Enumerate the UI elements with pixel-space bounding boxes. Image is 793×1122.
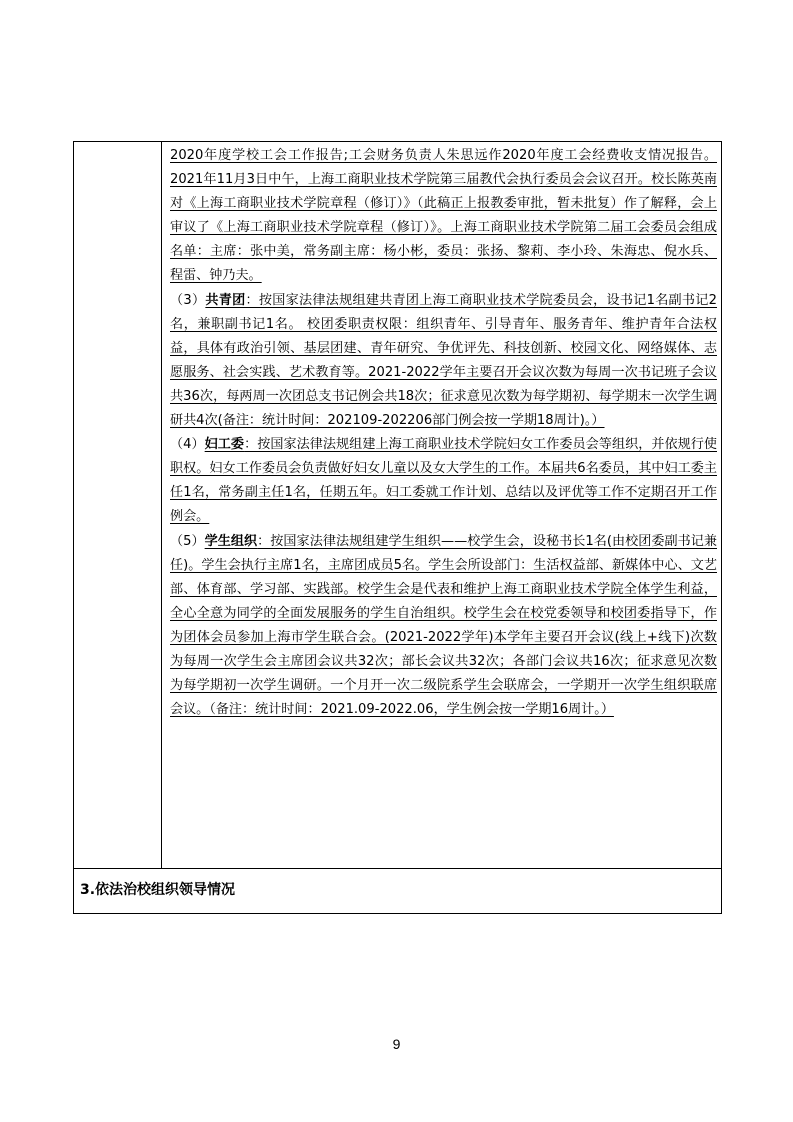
women-title: 妇工委 (204, 437, 245, 453)
women-committee-paragraph (170, 433, 717, 529)
student-text: ：按国家法律法规组建学生组织——校学生会，设秘书长1名(由校团委副书记兼任)。学生会执行主席1名，主席团成员5名。学生会所设部门：生活权益部、新媒体中心、文艺部、体育部、学习部、实践部。校学生会是代表和维护上海工商职业技术学院全体学生利益，全心全意为同学的全面发展服务的学生自治组织。校学生会在校党委领导和校团委指导下，作为团体会员参加上海市学生联合会。(2021-2022学年)本学年主要召开会议(线上+线下)次数为每周一次学生会主席团会议共32次；部长会议共32次；各部门会议共16次；征求意见次数为每学期初一次学生调研。一个月开一次二级院系学生会联席会，一学期开一次学生组织联席会议。（备注：统计时间：2021.09-2022.06，学生例会按一学期16周计。） (170, 533, 718, 718)
youth-title: 共青团 (205, 292, 246, 308)
table-left-column (74, 142, 162, 868)
union-paragraph: 2020年度学校工会工作报告;工会财务负责人朱思远作2020年度工会经费收支情况报告。2021年11月3日中午，上海工商职业技术学院第三届教代会执行委员会会议召开。校长陈英南对《上海工商职业技术学院章程（修订）》（此稿正上报教委审批，暂未批复）作了解释，会上审议了《上海工商职业技术学院章程（修订）》。上海工商职业技术学院第二届工会委员会组成名单：主席：张中美，常务副主席：杨小彬，委员：张扬、黎莉、李小玲、朱海忠、倪水兵、程雷、钟乃夫。 (170, 148, 717, 284)
youth-text: ：按国家法律法规组建共青团上海工商职业技术学院委员会，设书记1名副书记2名，兼职副书记1名。 校团委职责权限：组织青年、引导青年、服务青年、维护青年合法权益，具体有政治引领、基层团建、青年研究、争优评先、科技创新、校园文化、网络媒体、志愿服务、社会实践、艺术教育等。2021-2022学年主要召开会议次数为每周一次书记班子会议共36次，每两周一次团总支书记例会共18次；征求意见次数为每学期初、每学期末一次学生调研共4次(备注：统计时间：202109-202206部门例会按一学期18周计)。） (170, 292, 718, 429)
youth-league-paragraph (170, 289, 717, 434)
women-number: （4） (170, 437, 205, 453)
report-table (73, 141, 722, 914)
women-text: ：按国家法律法规组建上海工商职业技术学院妇女工作委员会等组织，并依规行使职权。妇女工作委员会负责做好妇女儿童以及女大学生的工作。本届共6名委员，其中妇工委主任1名，常务副主任1名，任期五年。妇工委就工作计划、总结以及评优等工作不定期召开工作例会。 (170, 437, 717, 525)
table-content-cell (163, 142, 721, 868)
student-number: （5） (170, 533, 205, 549)
student-org-paragraph (170, 530, 717, 723)
page-number: 9 (392, 1036, 401, 1052)
student-title: 学生组织 (204, 533, 258, 549)
section-3-heading: 3.依法治校组织领导情况 (74, 868, 721, 913)
youth-number: （3） (170, 292, 206, 308)
